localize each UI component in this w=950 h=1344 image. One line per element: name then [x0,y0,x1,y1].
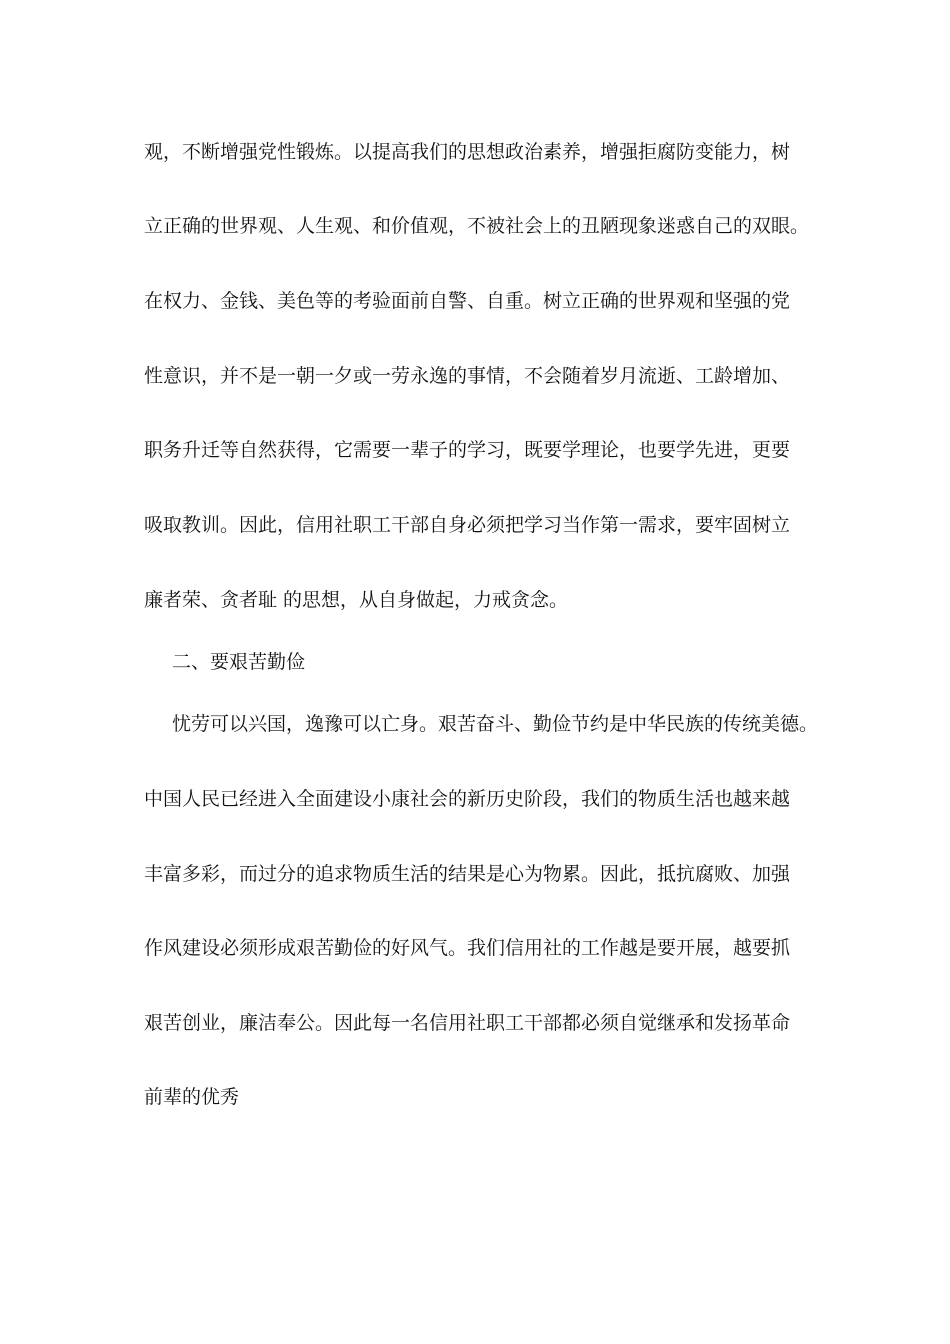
text-line: 前辈的优秀 [144,1086,240,1108]
text-line: 吸取教训。因此，信用社职工干部自身必须把学习当作第一需求，要牢固树立 [144,514,791,536]
text-line: 观，不断增强党性锻炼。以提高我们的思想政治素养，增强拒腐防变能力，树 [144,141,791,163]
text-line: 立正确的世界观、人生观、和价值观，不被社会上的丑陋现象迷惑自己的双眼。 [144,215,810,237]
paragraph-first-line: 忧劳可以兴国，逸豫可以亡身。艰苦奋斗、勤俭节约是中华民族的传统美德。 [172,713,819,735]
text-line: 艰苦创业，廉洁奉公。因此每一名信用社职工干部都必须自觉继承和发扬革命 [144,1012,791,1034]
text-line: 廉者荣、贪者耻 的思想，从自身做起，力戒贪念。 [144,589,569,611]
text-line: 职务升迁等自然获得，它需要一辈子的学习，既要学理论，也要学先进，更要 [144,439,791,461]
text-line: 性意识，并不是一朝一夕或一劳永逸的事情，不会随着岁月流逝、工龄增加、 [144,365,791,387]
section-heading: 二、要艰苦勤俭 [172,651,306,673]
text-line: 中国人民已经进入全面建设小康社会的新历史阶段，我们的物质生活也越来越 [144,788,791,810]
text-line: 作风建设必须形成艰苦勤俭的好风气。我们信用社的工作越是要开展，越要抓 [144,937,791,959]
text-line: 丰富多彩，而过分的追求物质生活的结果是心为物累。因此，抵抗腐败、加强 [144,863,791,885]
text-line: 在权力、金钱、美色等的考验面前自警、自重。树立正确的世界观和坚强的党 [144,290,791,312]
